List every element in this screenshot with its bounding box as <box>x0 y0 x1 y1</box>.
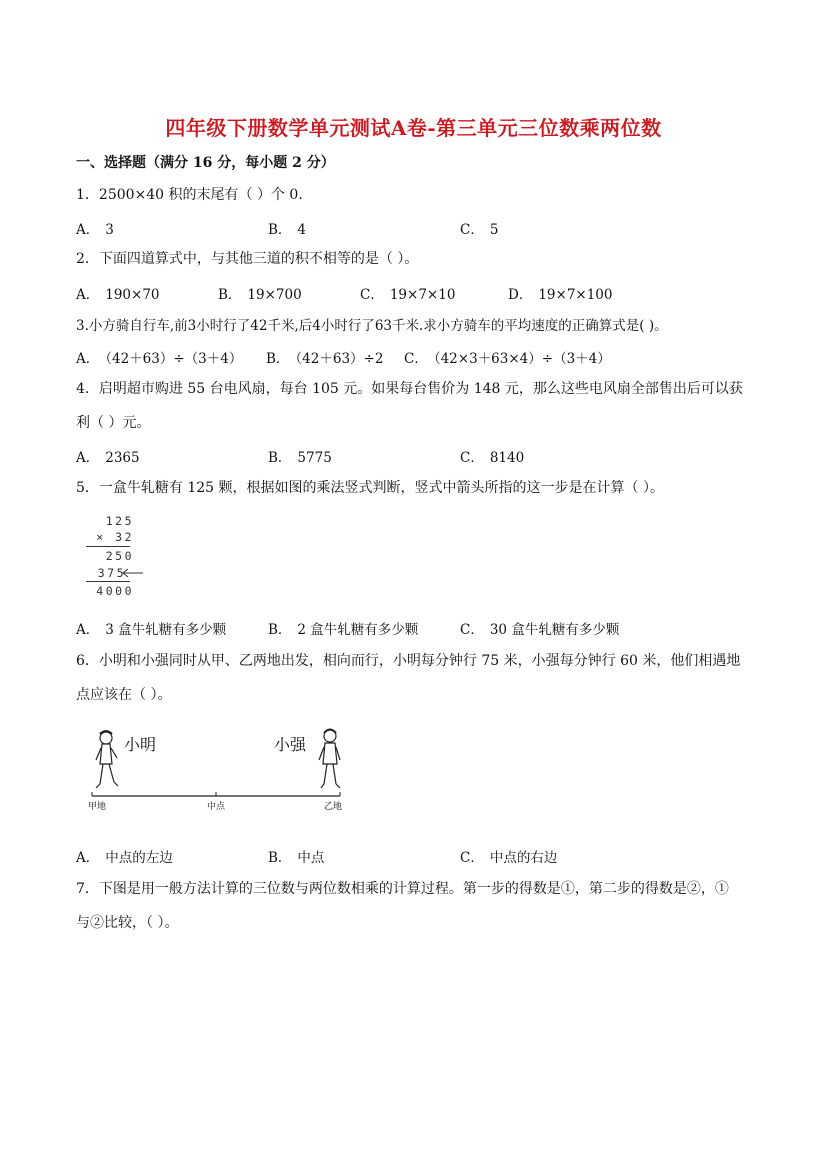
question-4-option-b[interactable]: B． 5775 <box>268 450 332 466</box>
page-title: 四年级下册数学单元测试A卷-第三单元三位数乘两位数 <box>165 116 662 140</box>
question-4-option-c[interactable]: C． 8140 <box>460 450 525 466</box>
question-2-stem: 2．下面四道算式中，与其他三道的积不相等的是（ ）。 <box>76 251 419 267</box>
question-7-stem-line-2: 与②比较，（ ）。 <box>76 915 179 931</box>
question-6-stem-line-1: 6．小明和小强同时从甲、乙两地出发，相向而行，小明每分钟行 75 米，小强每分钟行 60 米，他们相遇地 <box>76 653 741 669</box>
question-2-option-d[interactable]: D． 19×7×100 <box>508 287 613 303</box>
multiplication-rule-bottom <box>86 581 130 582</box>
xiaoqiang-label: 小强 <box>274 735 307 754</box>
question-7-stem-line-1: 7．下图是用一般方法计算的三位数与两位数相乘的计算过程。第一步的得数是①，第二步的得数是②，① <box>76 881 729 897</box>
multiplier: × 32 <box>96 530 134 544</box>
question-6-option-a[interactable]: A． 中点的左边 <box>76 850 173 866</box>
question-2-option-a[interactable]: A． 190×70 <box>76 287 160 303</box>
question-5-option-a[interactable]: A． 3 盒牛轧糖有多少颗 <box>76 622 227 638</box>
question-3-option-b[interactable]: B． （42＋63）÷2 <box>266 351 384 367</box>
question-2-option-b[interactable]: B． 19×700 <box>218 287 302 303</box>
question-1-option-a[interactable]: A． 3 <box>76 222 114 238</box>
multiplication-figure <box>82 514 144 598</box>
question-5-stem: 5．一盒牛轧糖有 125 颗，根据如图的乘法竖式判断，竖式中箭头所指的这一步是在计算（ ）。 <box>76 480 664 496</box>
multiplicand: 125 <box>105 514 134 528</box>
road-line <box>92 792 340 796</box>
partial-product-2: 375 <box>97 566 126 580</box>
xiaoqiang-person-icon <box>319 730 340 789</box>
partial-product-1: 250 <box>105 549 134 563</box>
question-3-stem: 3.小方骑自行车,前3小时行了42千米,后4小时行了63千米.求小方骑车的平均速度的正确算式是( )。 <box>76 318 668 334</box>
question-6-option-b[interactable]: B． 中点 <box>268 850 325 866</box>
question-6-stem-line-2: 点应该在（ ）。 <box>76 687 172 703</box>
place-midpoint: 中点 <box>207 802 226 812</box>
question-3-option-a[interactable]: A． （42＋63）÷（3＋4） <box>76 351 243 367</box>
place-jia: 甲地 <box>88 802 107 812</box>
question-1-option-c[interactable]: C． 5 <box>460 222 499 238</box>
question-3-option-c[interactable]: C． （42×3＋63×4）÷（3＋4） <box>404 351 611 367</box>
question-1-stem: 1．2500×40 积的末尾有（ ）个 0． <box>76 187 313 203</box>
product: 4000 <box>96 584 134 598</box>
xiaoming-label: 小明 <box>124 735 157 754</box>
question-4-option-a[interactable]: A． 2365 <box>76 450 140 466</box>
arrow-left-icon <box>120 568 144 578</box>
question-1-option-b[interactable]: B． 4 <box>268 222 307 238</box>
section-heading: 一、选择题（满分 16 分，每小题 2 分） <box>76 155 335 171</box>
question-4-stem-line-1: 4．启明超市购进 55 台电风扇，每台 105 元。如果每台售价为 148 元，那么这些电风扇全部售出后可以获 <box>76 381 743 397</box>
place-yi: 乙地 <box>324 802 343 812</box>
question-2-option-c[interactable]: C． 19×7×10 <box>360 287 456 303</box>
multiplication-rule-top <box>86 546 130 547</box>
question-5-option-b[interactable]: B． 2 盒牛轧糖有多少颗 <box>268 622 419 638</box>
xiaoming-person-icon <box>96 731 118 788</box>
walking-figure <box>88 724 358 816</box>
question-4-stem-line-2: 利（ ）元。 <box>76 415 151 431</box>
question-5-option-c[interactable]: C． 30 盒牛轧糖有多少颗 <box>460 622 620 638</box>
question-6-option-c[interactable]: C． 中点的右边 <box>460 850 558 866</box>
